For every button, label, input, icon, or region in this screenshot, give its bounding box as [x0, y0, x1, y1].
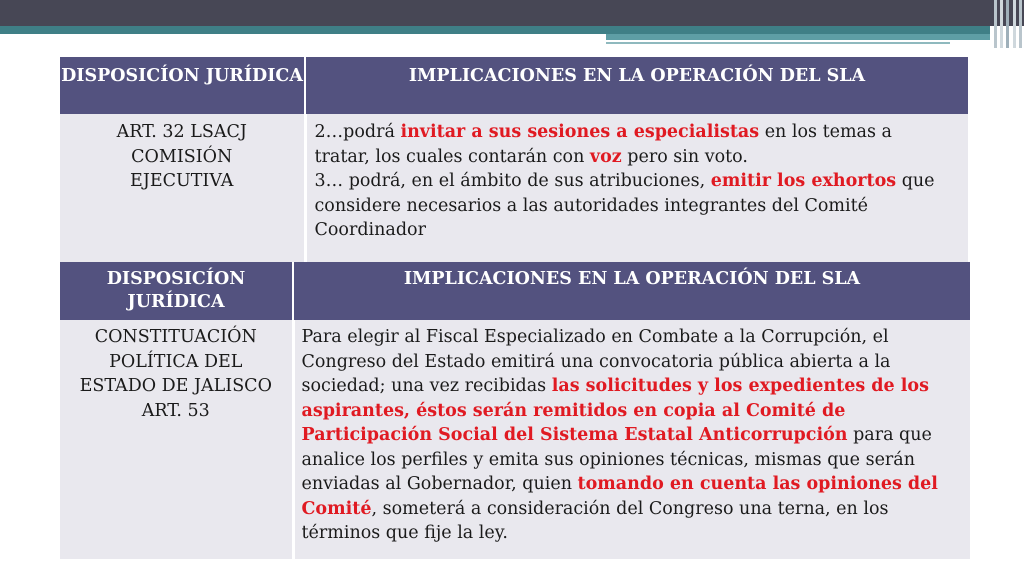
slide-accent-line [606, 42, 950, 44]
disposicion-line: CONSTITUACIÓN [94, 327, 257, 347]
table-2-header-disposicion: DISPOSICÍON JURÍDICA [60, 262, 293, 320]
text-span: pero sin voto. [621, 146, 748, 167]
highlight-text: emitir los exhortos [710, 171, 897, 191]
decor-stripe [994, 0, 997, 48]
disposicion-line: ART. 32 LSACJ [116, 122, 247, 142]
table-1-header-implicaciones: IMPLICACIONES EN LA OPERACIÓN DEL SLA [305, 57, 968, 114]
text-span: en los temas a tratar, los cuales contarán con [314, 122, 892, 167]
text-span: 2…podrá [314, 122, 401, 142]
text-span: Para elegir al Fiscal Especializado en Combate a la Corrupción, el Congreso del Estado emitirá una convocatoria pública abierta a la sociedad; una vez recibidas [301, 327, 891, 396]
disposicion-line: POLÍTICA DEL [109, 351, 243, 372]
text-span: , someterá a consideración del Congreso una terna, en los términos que fije la ley. [301, 498, 889, 543]
table-2-implicaciones-cell [293, 320, 970, 559]
disposicion-line: EJECUTIVA [130, 171, 234, 191]
highlight-text: las solicitudes y los expedientes de los aspirantes, éstos serán remitidos en copia al Comité de Participación Social del Sistema Estatal Anticorrupción [301, 376, 929, 445]
text-span: para que analice los perfiles y emita sus opiniones técnicas, mismas que serán enviadas al Gobernador, quien [301, 425, 932, 494]
highlight-text: voz [589, 146, 622, 167]
table-row [60, 320, 970, 559]
decor-stripe [1013, 0, 1016, 48]
slide-accent-bar [0, 26, 990, 34]
highlight-text: tomando en cuenta las opiniones del Comité [301, 474, 938, 519]
text-span: que considere necesarios a las autoridades integrantes del Comité Coordinador [314, 171, 935, 240]
implicacion-paragraph [315, 169, 945, 243]
decor-stripe [1006, 0, 1009, 48]
table-2-disposicion-cell [60, 320, 293, 559]
table-2 [60, 262, 970, 559]
table-2-header-implicaciones: IMPLICACIONES EN LA OPERACIÓN DEL SLA [293, 262, 970, 320]
decor-stripe [1000, 0, 1003, 48]
decor-stripe [1019, 0, 1022, 48]
disposicion-line: COMISIÓN [131, 146, 233, 167]
text-span: 3… podrá, en el ámbito de sus atribuciones, [314, 171, 711, 191]
implicacion-paragraph [302, 325, 959, 546]
implicacion-paragraph [315, 120, 945, 169]
highlight-text: invitar a sus sesiones a especialistas [400, 122, 760, 142]
disposicion-line: ESTADO DE JALISCO [79, 376, 272, 396]
slide-accent-bar-secondary [606, 34, 990, 40]
slide-top-bar [0, 0, 1024, 26]
disposicion-line: ART. 53 [141, 400, 210, 421]
table-1-header-row [60, 57, 968, 114]
table-2-header-row [60, 262, 970, 320]
table-1-header-disposicion: DISPOSICÍON JURÍDICA [60, 57, 305, 114]
